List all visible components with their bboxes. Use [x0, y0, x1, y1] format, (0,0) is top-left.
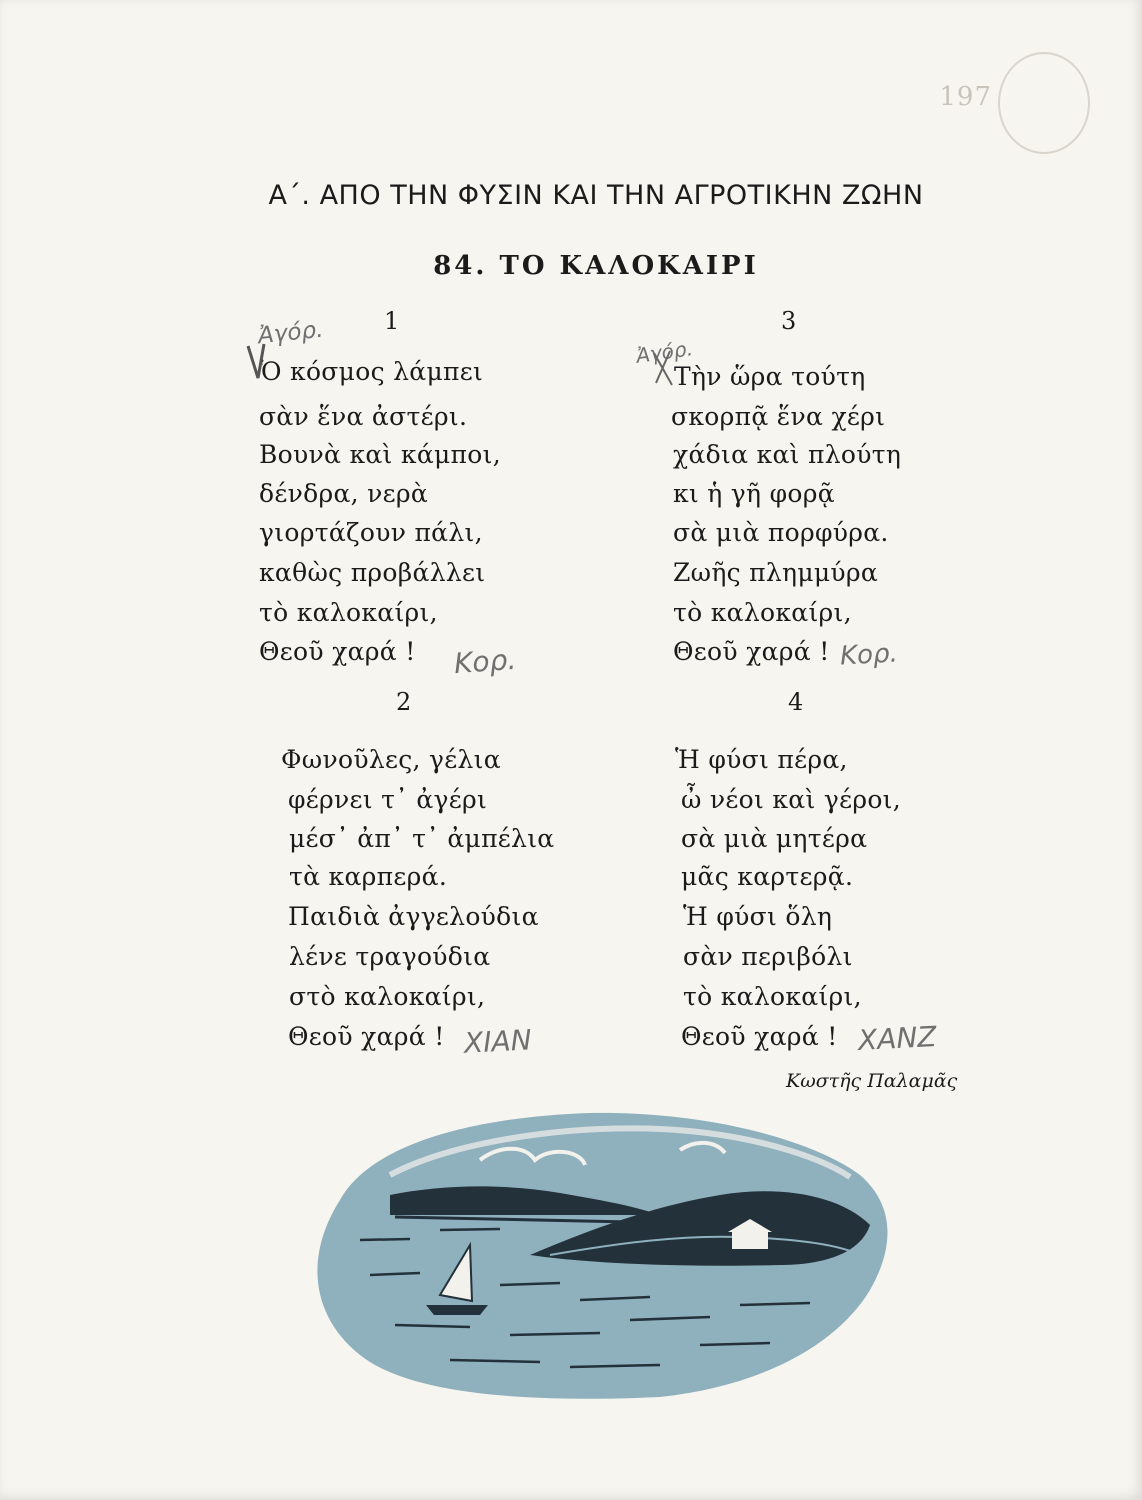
- verse-line: Τὴν ὥρα τούτη: [674, 362, 866, 391]
- sea-landscape-illustration: [300, 1105, 900, 1405]
- stanza-number: 4: [788, 688, 804, 716]
- verse-line: τὸ καλοκαίρι,: [683, 982, 862, 1011]
- verse-line: σὰ μιὰ πορφύρα.: [673, 518, 889, 547]
- page-number: 197: [939, 82, 992, 112]
- verse-line: σκορπᾷ ἕνα χέρι: [671, 402, 886, 431]
- verse-line: μέσ᾽ ἀπ᾽ τ᾽ ἀμπέλια: [289, 824, 555, 853]
- verse-line: Ἡ φύσι ὅλη: [683, 902, 833, 931]
- stanza-number: 3: [781, 307, 797, 335]
- handwritten-note: Ἀγόρ.: [256, 316, 325, 350]
- stanza-number: 2: [396, 688, 412, 716]
- verse-line: τὸ καλοκαίρι,: [259, 598, 438, 627]
- verse-line: κι ἡ γῆ φορᾷ: [673, 479, 835, 508]
- verse-line: Παιδιὰ ἀγγελούδια: [288, 902, 539, 931]
- verse-line: σὰ μιὰ μητέρα: [681, 824, 868, 853]
- verse-line: χάδια καὶ πλούτη: [673, 440, 902, 469]
- verse-line: Θεοῦ χαρά !: [681, 1022, 838, 1051]
- verse-line: σὰν περιβόλι: [683, 942, 853, 971]
- library-stamp: [998, 52, 1090, 154]
- verse-line: σὰν ἕνα ἀστέρι.: [259, 402, 468, 431]
- verse-line: στὸ καλοκαίρι,: [289, 982, 486, 1011]
- verse-line: Βουνὰ καὶ κάμποι,: [259, 440, 501, 469]
- handwritten-note: Κορ.: [839, 638, 899, 672]
- handwritten-note: Κορ.: [452, 642, 518, 681]
- verse-line: τὰ καρπερά.: [289, 862, 448, 891]
- verse-line: καθὼς προβάλλει: [259, 558, 486, 587]
- verse-line: Θεοῦ χαρά !: [288, 1022, 445, 1051]
- verse-line: δένδρα, νερὰ: [259, 479, 429, 508]
- verse-line: Ὁ κόσμος λάμπει: [260, 357, 484, 386]
- verse-line: Ζωῆς πλημμύρα: [673, 558, 879, 587]
- verse-line: τὸ καλοκαίρι,: [673, 598, 852, 627]
- verse-line: Ἡ φύσι πέρα,: [675, 745, 848, 774]
- poem-title: 84. ΤΟ ΚΑΛΟΚΑΙΡΙ: [433, 251, 759, 281]
- verse-line: λένε τραγούδια: [289, 942, 491, 971]
- handwritten-note: Ἀγόρ.: [634, 336, 695, 368]
- verse-line: γιορτάζουν πάλι,: [259, 518, 483, 547]
- section-heading: Α΄. ΑΠΟ ΤΗΝ ΦΥΣΙΝ ΚΑΙ ΤΗΝ ΑΓΡΟΤΙΚΗΝ ΖΩΗΝ: [268, 180, 924, 211]
- verse-line: ὦ νέοι καὶ γέροι,: [681, 785, 902, 814]
- verse-line: Θεοῦ χαρά !: [673, 637, 830, 666]
- verse-line: Θεοῦ χαρά !: [259, 637, 416, 666]
- pencil-check-icon: [244, 340, 268, 384]
- handwritten-note: ΧΙΑΝ: [463, 1023, 533, 1060]
- handwritten-note: ΧΑΝΖ: [857, 1019, 938, 1058]
- pencil-x-icon: [650, 345, 676, 389]
- poem-author: Κωστῆς Παλαμᾶς: [786, 1070, 958, 1092]
- verse-line: μᾶς καρτερᾷ.: [681, 862, 854, 891]
- stanza-number: 1: [384, 307, 400, 335]
- verse-line: φέρνει τ᾽ ἀγέρι: [288, 785, 488, 814]
- verse-line: Φωνοῦλες, γέλια: [281, 745, 501, 774]
